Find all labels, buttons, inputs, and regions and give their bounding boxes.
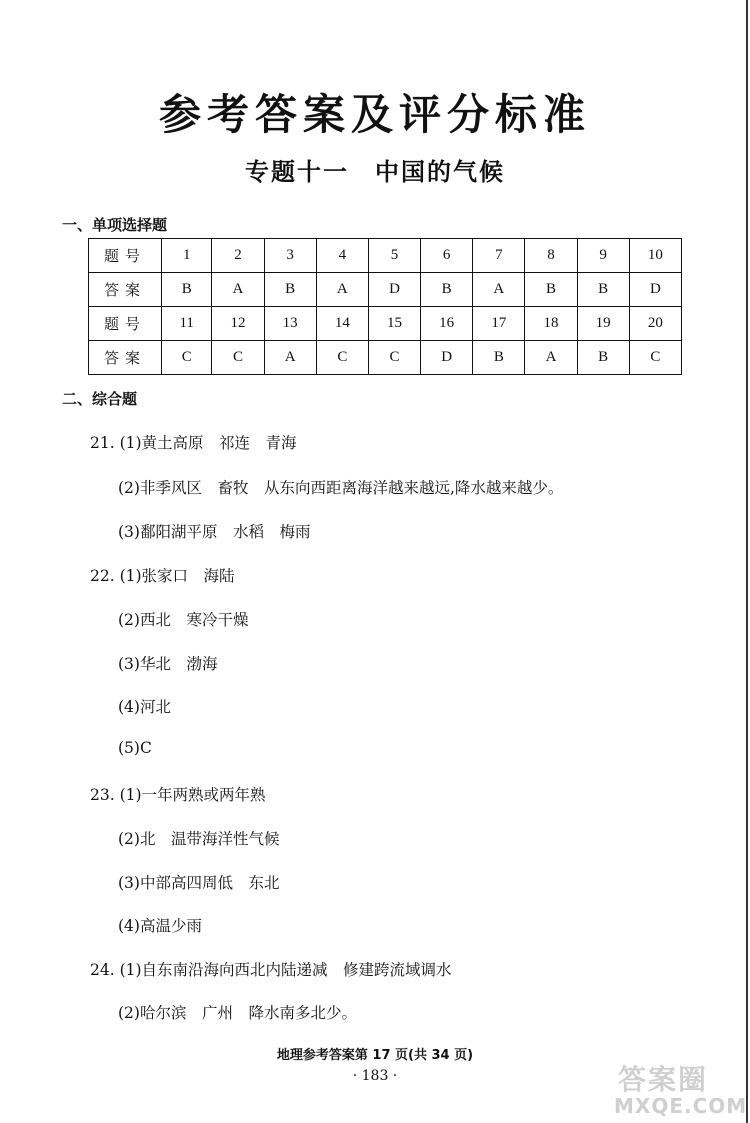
answer-23-4: (4)高温少雨 — [118, 917, 202, 935]
answer-22-4: (4)河北 — [118, 698, 171, 716]
answer-22-3: (3)华北 渤海 — [118, 655, 218, 673]
answer-table — [88, 238, 682, 375]
table-cell: B — [473, 341, 525, 375]
answer-22-5: (5)C — [118, 739, 152, 757]
table-cell: 5 — [368, 239, 420, 273]
watermark-logo — [612, 1058, 746, 1120]
answer-21-3: (3)鄱阳湖平原 水稻 梅雨 — [118, 523, 311, 541]
answer-22-1: 22. (1)张家口 海陆 — [90, 567, 235, 585]
table-cell: D — [629, 273, 681, 307]
table-cell: A — [473, 273, 525, 307]
watermark-url: MXQE.COM — [614, 1094, 748, 1118]
table-cell: 11 — [162, 307, 212, 341]
table-cell: C — [368, 341, 420, 375]
row-header: 题号 — [89, 307, 162, 341]
table-cell: 19 — [577, 307, 629, 341]
watermark-text: 答案圈 — [618, 1063, 709, 1096]
table-cell: B — [421, 273, 473, 307]
page-title: 参考答案及评分标准 — [158, 90, 591, 139]
table-cell: B — [264, 273, 316, 307]
table-cell: 2 — [212, 239, 264, 273]
row-header: 答案 — [89, 273, 162, 307]
table-cell: 13 — [264, 307, 316, 341]
table-cell: B — [577, 273, 629, 307]
table-cell: D — [421, 341, 473, 375]
table-cell: A — [264, 341, 316, 375]
table-cell: 20 — [629, 307, 681, 341]
table-cell: C — [162, 341, 212, 375]
table-cell: 15 — [368, 307, 420, 341]
table-cell: A — [525, 341, 577, 375]
answer-24-2: (2)哈尔滨 广州 降水南多北少。 — [118, 1004, 357, 1022]
table-cell: 1 — [162, 239, 212, 273]
table-cell: 14 — [316, 307, 368, 341]
answer-23-3: (3)中部高四周低 东北 — [118, 874, 280, 892]
table-row — [89, 307, 682, 341]
table-cell: B — [577, 341, 629, 375]
page-number: · 183 · — [352, 1068, 398, 1084]
section-heading-comprehensive: 二、综合题 — [62, 390, 138, 408]
page-footer: 地理参考答案第 17 页(共 34 页) — [276, 1048, 474, 1063]
table-cell: 6 — [421, 239, 473, 273]
answer-21-1: 21. (1)黄土高原 祁连 青海 — [90, 434, 297, 452]
page-subtitle: 专题十一 中国的气候 — [245, 158, 505, 186]
table-cell: D — [368, 273, 420, 307]
table-cell: 3 — [264, 239, 316, 273]
table-cell: 10 — [629, 239, 681, 273]
row-header: 答案 — [89, 341, 162, 375]
answer-23-1: 23. (1)一年两熟或两年熟 — [90, 786, 266, 804]
table-cell: 8 — [525, 239, 577, 273]
answer-23-2: (2)北 温带海洋性气候 — [118, 830, 280, 848]
table-cell: 7 — [473, 239, 525, 273]
table-cell: B — [525, 273, 577, 307]
table-cell: C — [212, 341, 264, 375]
table-cell: A — [316, 273, 368, 307]
table-cell: C — [316, 341, 368, 375]
table-row — [89, 341, 682, 375]
table-cell: B — [162, 273, 212, 307]
section-heading-choice: 一、单项选择题 — [62, 216, 168, 234]
answer-24-1: 24. (1)自东南沿海向西北内陆递减 修建跨流域调水 — [90, 961, 452, 979]
table-cell: 18 — [525, 307, 577, 341]
table-cell: 12 — [212, 307, 264, 341]
table-cell: 17 — [473, 307, 525, 341]
answer-22-2: (2)西北 寒冷干燥 — [118, 611, 249, 629]
table-cell: 9 — [577, 239, 629, 273]
table-cell: A — [212, 273, 264, 307]
table-cell: 4 — [316, 239, 368, 273]
table-row — [89, 273, 682, 307]
table-cell: C — [629, 341, 681, 375]
row-header: 题号 — [89, 239, 162, 273]
table-cell: 16 — [421, 307, 473, 341]
answer-21-2: (2)非季风区 畜牧 从东向西距离海洋越来越远,降水越来越少。 — [118, 479, 564, 497]
table-row — [89, 239, 682, 273]
